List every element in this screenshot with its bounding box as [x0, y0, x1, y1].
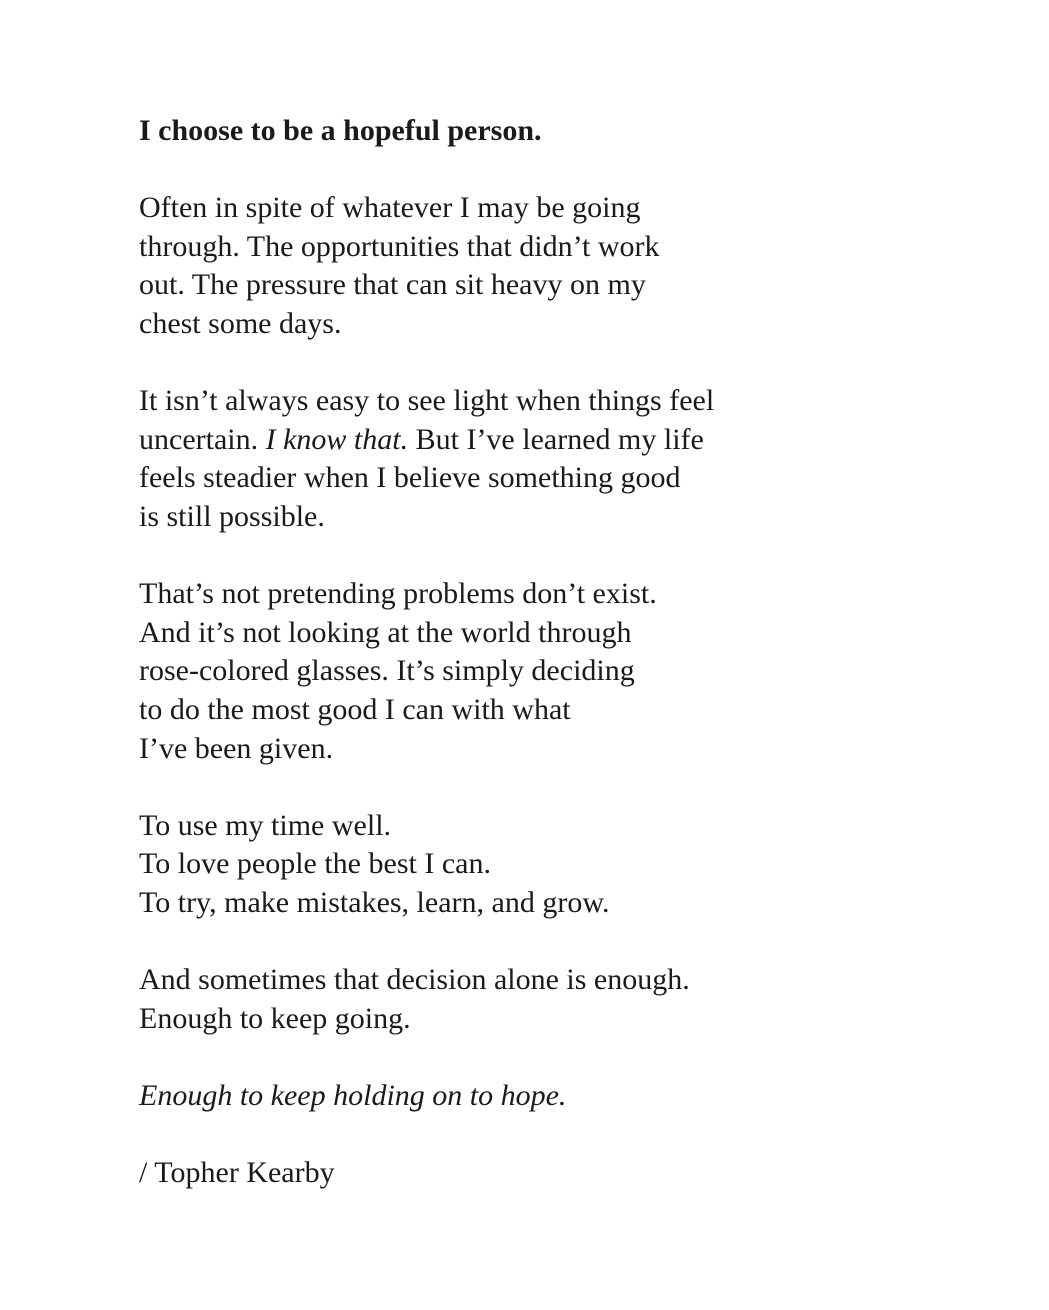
stanza-gap [139, 1038, 999, 1077]
stanza-1-line-4: chest some days. [139, 306, 342, 340]
stanza-1-line-1: Often in spite of whatever I may be going [139, 191, 641, 225]
stanza-3-line-4: to do the most good I can with what [139, 692, 571, 726]
stanza-5 [139, 961, 999, 1038]
stanza-2-line-2-start: uncertain. [139, 422, 266, 456]
stanza-3 [139, 575, 999, 768]
stanza-gap [139, 537, 999, 576]
stanza-2-line-1: It isn’t always easy to see light when things feel [139, 384, 715, 418]
stanza-3-line-1: That’s not pretending problems don’t exist. [139, 577, 657, 611]
poem-title: I choose to be a hopeful person. [139, 114, 542, 147]
stanza-4-line-2: To love people the best I can. [139, 847, 491, 881]
stanza-4-line-1: To use my time well. [139, 808, 392, 842]
stanza-1-line-3: out. The pressure that can sit heavy on my [139, 268, 646, 302]
stanza-gap [139, 1115, 999, 1154]
stanza-2-line-4: is still possible. [139, 499, 325, 533]
stanza-5-line-1: And sometimes that decision alone is enough. [139, 963, 690, 997]
stanza-2-line-2 [139, 421, 999, 460]
stanza-3-line-5: I’ve been given. [139, 731, 334, 765]
stanza-3-line-3: rose-colored glasses. It’s simply deciding [139, 654, 635, 688]
stanza-gap [139, 344, 999, 383]
stanza-2-line-2-end: But I’ve learned my life [408, 422, 704, 456]
stanza-3-line-2: And it’s not looking at the world through [139, 615, 632, 649]
stanza-1 [139, 189, 999, 343]
stanza-gap [139, 151, 999, 190]
emphasis-i-know-that: I know that. [265, 422, 409, 456]
stanza-gap [139, 768, 999, 807]
poem-document [139, 112, 999, 1193]
stanza-2-line-3: feels steadier when I believe something good [139, 461, 681, 495]
stanza-1-line-2: through. The opportunities that didn’t work [139, 229, 660, 263]
stanza-4-line-3: To try, make mistakes, learn, and grow. [139, 885, 610, 919]
stanza-gap [139, 922, 999, 961]
stanza-5-line-2: Enough to keep going. [139, 1001, 411, 1035]
closing-line: Enough to keep holding on to hope. [139, 1078, 567, 1112]
stanza-4 [139, 807, 999, 923]
author-signature: / Topher Kearby [139, 1156, 335, 1190]
stanza-2 [139, 382, 999, 536]
